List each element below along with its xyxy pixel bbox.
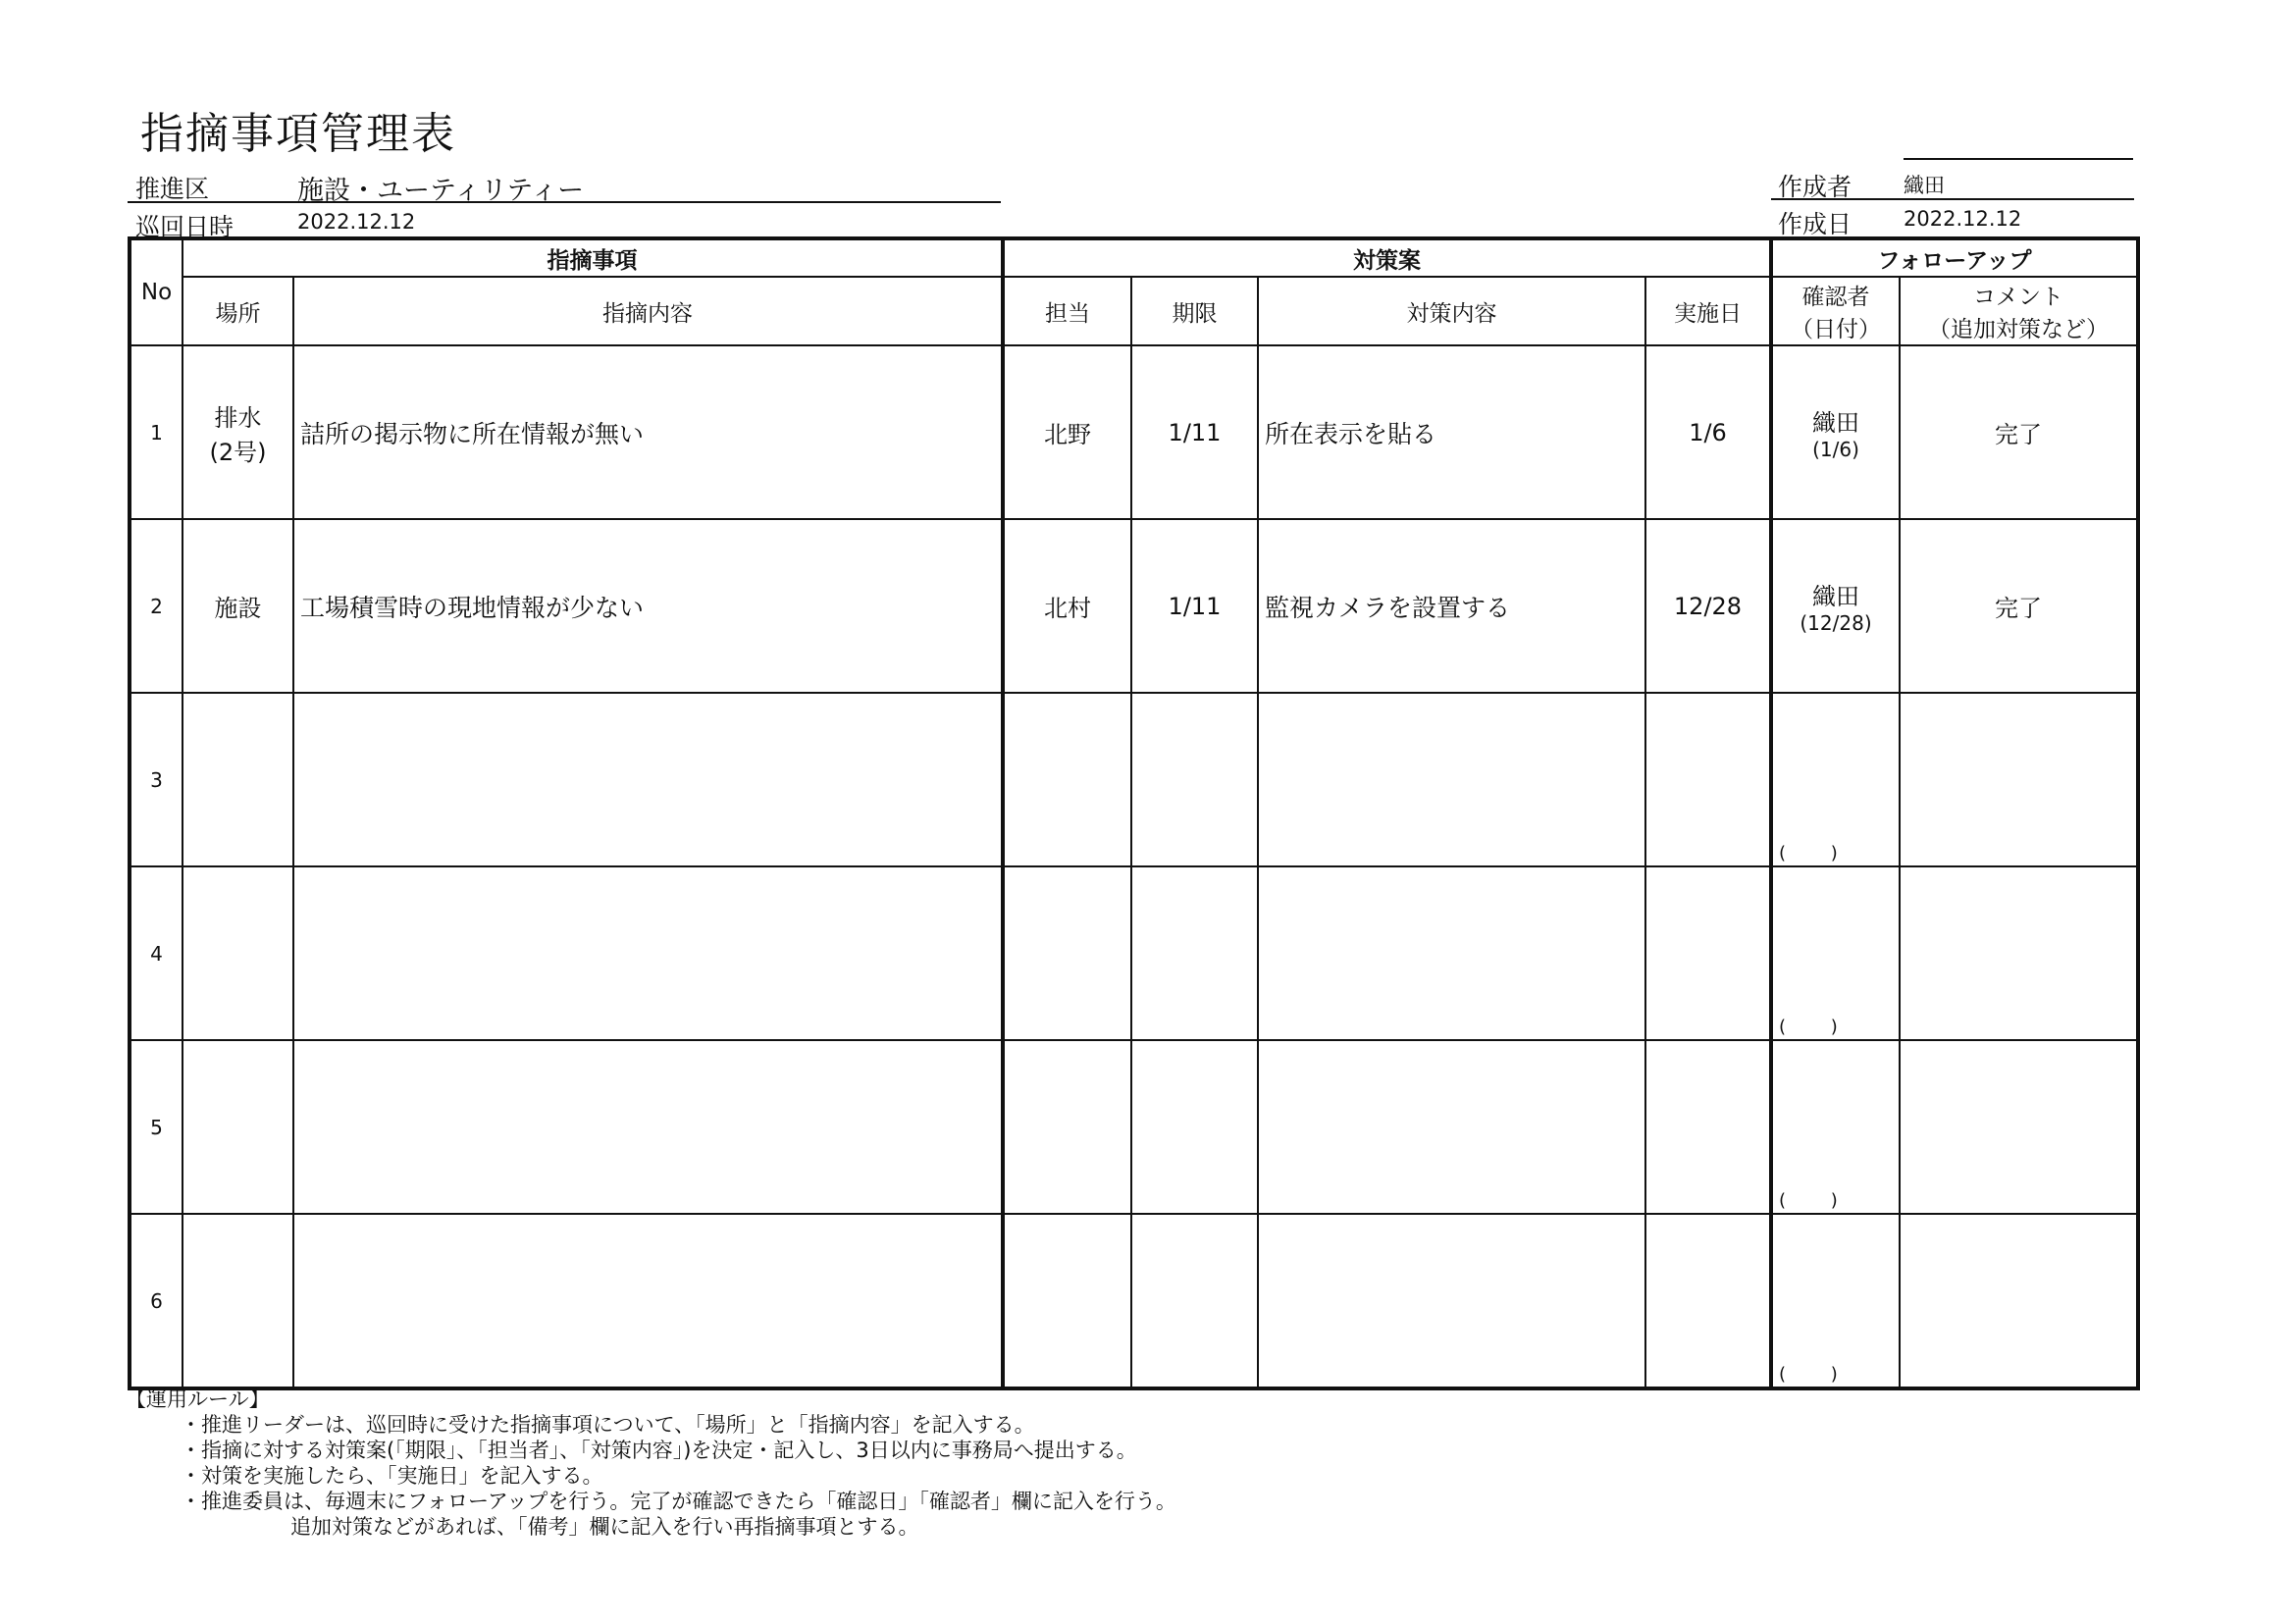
confirm-date-placeholder: ( ) bbox=[1779, 843, 1838, 864]
row-deadline: 1/11 bbox=[1131, 519, 1258, 693]
header-content: 指摘内容 bbox=[293, 277, 1003, 345]
row-deadline[interactable] bbox=[1131, 693, 1258, 866]
row-done-date[interactable] bbox=[1645, 693, 1771, 866]
header-deadline: 期限 bbox=[1131, 277, 1258, 345]
row-content[interactable] bbox=[293, 693, 1003, 866]
author-underline bbox=[1771, 198, 2134, 200]
header-measures: 対策案 bbox=[1003, 238, 1771, 277]
row-place[interactable] bbox=[183, 866, 293, 1040]
area-underline bbox=[128, 201, 1001, 203]
header-measure: 対策内容 bbox=[1258, 277, 1645, 345]
row-content: 工場積雪時の現地情報が少ない bbox=[293, 519, 1003, 693]
table-row bbox=[130, 1040, 2138, 1214]
row-confirm-date: (12/28) bbox=[1800, 611, 1872, 635]
table-row bbox=[130, 1214, 2138, 1388]
row-comment[interactable] bbox=[1900, 866, 2138, 1040]
row-content: 詰所の掲示物に所在情報が無い bbox=[293, 345, 1003, 519]
row-measure: 所在表示を貼る bbox=[1258, 345, 1645, 519]
row-place[interactable] bbox=[183, 1214, 293, 1388]
header-findings: 指摘事項 bbox=[183, 238, 1003, 277]
table-row bbox=[130, 866, 2138, 1040]
confirm-date-placeholder: ( ) bbox=[1779, 1190, 1838, 1211]
row-place[interactable] bbox=[183, 693, 293, 866]
header-place: 場所 bbox=[183, 277, 293, 345]
author-overline bbox=[1904, 158, 2133, 160]
row-deadline[interactable] bbox=[1131, 1040, 1258, 1214]
operation-rules bbox=[126, 1387, 1176, 1540]
row-done-date: 12/28 bbox=[1645, 519, 1771, 693]
row-confirm-name: 織田 bbox=[1812, 409, 1859, 437]
header-followup: フォローアップ bbox=[1771, 238, 2138, 277]
header-no: No bbox=[130, 238, 183, 345]
row-no: 5 bbox=[130, 1040, 183, 1214]
row-measure[interactable] bbox=[1258, 1214, 1645, 1388]
rule-item: ・対策を実施したら、「実施日」を記入する。 bbox=[181, 1464, 603, 1488]
header-comment bbox=[1900, 277, 2138, 345]
row-confirm[interactable] bbox=[1771, 693, 1900, 866]
page-title: 指摘事項管理表 bbox=[140, 109, 456, 159]
row-place-line1: 排水 bbox=[214, 403, 262, 432]
patrol-date-label: 巡回日時 bbox=[135, 213, 235, 241]
row-place-line1: 施設 bbox=[214, 595, 262, 622]
row-deadline[interactable] bbox=[1131, 1214, 1258, 1388]
header-done-date: 実施日 bbox=[1645, 277, 1771, 345]
header-owner: 担当 bbox=[1003, 277, 1131, 345]
table-row bbox=[130, 519, 2138, 693]
rule-item: ・推進委員は、毎週末にフォローアップを行う。完了が確認できたら「確認日」「確認者」欄に記入を行う。 bbox=[181, 1490, 1176, 1513]
row-owner[interactable] bbox=[1003, 1040, 1131, 1214]
confirm-date-placeholder: ( ) bbox=[1779, 1364, 1838, 1385]
rule-continuation: 追加対策などがあれば、「備考」欄に記入を行い再指摘事項とする。 bbox=[290, 1515, 919, 1539]
row-content[interactable] bbox=[293, 866, 1003, 1040]
header-confirm-line2: （日付） bbox=[1791, 317, 1881, 342]
rule-item: ・推進リーダーは、巡回時に受けた指摘事項について、「場所」と「指摘内容」を記入する。 bbox=[181, 1413, 1035, 1437]
row-place bbox=[183, 519, 293, 693]
header-confirm-line1: 確認者 bbox=[1801, 285, 1870, 310]
row-place bbox=[183, 345, 293, 519]
row-done-date[interactable] bbox=[1645, 1214, 1771, 1388]
created-value: 2022.12.12 bbox=[1904, 207, 2022, 231]
header-comment-line1: コメント bbox=[1973, 285, 2063, 310]
row-measure[interactable] bbox=[1258, 693, 1645, 866]
row-no: 2 bbox=[130, 519, 183, 693]
row-owner[interactable] bbox=[1003, 1214, 1131, 1388]
patrol-date-value: 2022.12.12 bbox=[297, 210, 416, 234]
row-deadline: 1/11 bbox=[1131, 345, 1258, 519]
row-measure[interactable] bbox=[1258, 866, 1645, 1040]
row-comment[interactable] bbox=[1900, 1214, 2138, 1388]
author-label: 作成者 bbox=[1778, 173, 1852, 201]
row-confirm bbox=[1771, 345, 1900, 519]
row-comment[interactable] bbox=[1900, 1040, 2138, 1214]
row-confirm[interactable] bbox=[1771, 1214, 1900, 1388]
row-deadline[interactable] bbox=[1131, 866, 1258, 1040]
row-place-line2: (2号) bbox=[209, 438, 267, 466]
row-owner[interactable] bbox=[1003, 866, 1131, 1040]
row-confirm bbox=[1771, 519, 1900, 693]
area-value: 施設・ユーティリティー bbox=[297, 176, 585, 206]
row-confirm[interactable] bbox=[1771, 866, 1900, 1040]
row-confirm[interactable] bbox=[1771, 1040, 1900, 1214]
row-measure[interactable] bbox=[1258, 1040, 1645, 1214]
author-value: 織田 bbox=[1904, 174, 1945, 197]
row-no: 1 bbox=[130, 345, 183, 519]
row-done-date: 1/6 bbox=[1645, 345, 1771, 519]
row-no: 3 bbox=[130, 693, 183, 866]
rules-title: 【運用ルール】 bbox=[126, 1387, 270, 1411]
row-owner: 北村 bbox=[1003, 519, 1131, 693]
table-row bbox=[130, 345, 2138, 519]
confirm-date-placeholder: ( ) bbox=[1779, 1017, 1838, 1037]
area-label: 推進区 bbox=[135, 175, 210, 203]
row-confirm-name: 織田 bbox=[1812, 583, 1859, 610]
table-row bbox=[130, 693, 2138, 866]
row-owner: 北野 bbox=[1003, 345, 1131, 519]
header-confirm bbox=[1771, 277, 1900, 345]
row-place[interactable] bbox=[183, 1040, 293, 1214]
row-comment[interactable] bbox=[1900, 693, 2138, 866]
header-comment-line2: （追加対策など） bbox=[1928, 317, 2109, 342]
findings-table bbox=[128, 236, 2140, 1390]
row-confirm-date: (1/6) bbox=[1812, 438, 1859, 461]
row-no: 4 bbox=[130, 866, 183, 1040]
row-done-date[interactable] bbox=[1645, 866, 1771, 1040]
row-comment: 完了 bbox=[1900, 519, 2138, 693]
row-measure: 監視カメラを設置する bbox=[1258, 519, 1645, 693]
row-owner[interactable] bbox=[1003, 693, 1131, 866]
row-no: 6 bbox=[130, 1214, 183, 1388]
row-content[interactable] bbox=[293, 1214, 1003, 1388]
rule-item: ・指摘に対する対策案(「期限」、「担当者」、「対策内容」)を決定・記入し、3日以内に事務局へ提出する。 bbox=[181, 1439, 1137, 1462]
created-label: 作成日 bbox=[1778, 210, 1852, 238]
row-comment: 完了 bbox=[1900, 345, 2138, 519]
row-content[interactable] bbox=[293, 1040, 1003, 1214]
row-done-date[interactable] bbox=[1645, 1040, 1771, 1214]
